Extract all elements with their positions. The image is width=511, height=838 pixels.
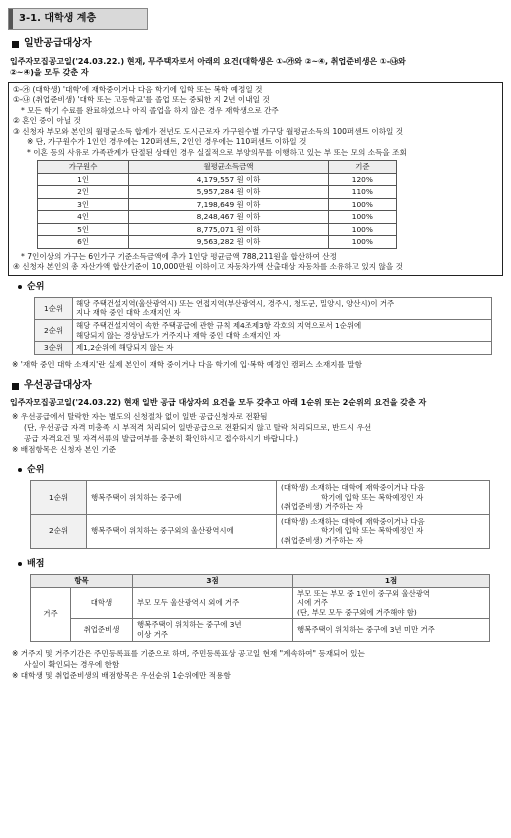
req-income-note2: * 이혼 등의 사유로 가족관계가 단절된 상태인 경우 실질적으로 부양의무를 이행하고 있는 부 또는 모의 소득을 조회: [27, 147, 407, 157]
priority-rank-heading: 순위: [8, 465, 503, 476]
square-bullet-icon: [12, 383, 19, 390]
priority-intro: 입주자모집공고일('24.03.22) 현재 일반 공급 대상자의 요건을 모두 갖추고 아래 1순위 또는 2순위의 요건을 갖춘 자: [10, 398, 427, 408]
req-jobseeker-note: * 모든 학기 수료를 완료하였으나 아직 졸업을 하지 않은 경우 재학생으로 간주: [21, 105, 279, 115]
rank-note: ※ '재학 중인 대학 소재지'란 실제 본인이 재학 중이거나 다음 학기에 입·복학 예정인 캠퍼스 소재지를 말함: [12, 359, 362, 369]
scoring-note-3: ※ 대학생 및 취업준비생의 배점항목은 우선순위 1순위에만 적용함: [12, 670, 231, 680]
income-cell: 8,248,467 원 이하: [129, 211, 329, 224]
priority-rank-label: 1순위: [31, 480, 87, 514]
rank-label: 3순위: [35, 342, 73, 355]
score-header-item: 항목: [31, 574, 133, 587]
income-row: [38, 223, 397, 236]
priority-rank-row: [31, 480, 490, 514]
score-category: 거주: [31, 587, 71, 641]
score-three: 행복주택이 위치하는 중구에 3년 이상 거주: [133, 619, 293, 641]
requirements-box: [8, 82, 503, 276]
income-cell: 120%: [328, 173, 396, 186]
income-cell: 9,563,282 원 이하: [129, 236, 329, 249]
rank-label: 2순위: [35, 320, 73, 342]
income-cell: 110%: [328, 186, 396, 199]
income-cell: 100%: [328, 198, 396, 211]
priority-rank-label: 2순위: [31, 514, 87, 548]
dot-bullet-icon: [18, 562, 22, 566]
rank-row: [35, 297, 492, 319]
req-jobseeker: ①-㉯ (취업준비생) '대학 또는 고등학교'를 졸업 또는 중퇴한 지 2년 이내일 것: [13, 95, 270, 105]
scoring-note-2: 사실이 확인되는 경우에 한함: [24, 659, 120, 669]
scoring-heading: 배점: [8, 559, 503, 570]
score-row-student: [31, 587, 490, 619]
priority-rank-location: 행복주택이 위치하는 중구외의 울산광역시에: [87, 514, 277, 548]
rank-table: [34, 297, 492, 355]
square-bullet-icon: [12, 41, 19, 48]
income-cell: 3인: [38, 198, 129, 211]
income-cell: 100%: [328, 223, 396, 236]
rank-desc: 해당 주택건설지역(울산광역시) 또는 연접지역(부산광역시, 경주시, 청도군, 밀양시, 양산시)이 거주 지나 재학 중인 대학 소재지인 자: [73, 297, 492, 319]
income-row: [38, 211, 397, 224]
income-cell: 8,775,071 원 이하: [129, 223, 329, 236]
dot-bullet-icon: [18, 285, 22, 289]
priority-note-3: 공급 자격요건 및 자격서류의 발급여부를 충분히 확인하시고 접수하시기 바랍니다.): [24, 433, 299, 443]
income-cell: 100%: [328, 236, 396, 249]
scoring-table: [30, 574, 490, 642]
req-income-note1: ※ 단, 가구원수가 1인인 경우에는 120퍼센트, 2인인 경우에는 110퍼센트 이하일 것: [27, 137, 307, 147]
general-intro: 입주자모집공고일('24.03.22.) 현재, 무주택자로서 아래의 요건(대학생은 ①-㉮와 ②~④, 취업준비생은 ①-㉯와 ②~④)을 모두 갖춘 자: [10, 56, 406, 77]
title-marker: [9, 9, 13, 29]
dot-bullet-icon: [18, 468, 22, 472]
priority-rank-conditions: (대학생) 소재하는 대학에 재학중이거나 다음 학기에 입학 또는 복학예정인 자 (취업준비생) 거주하는 자: [277, 480, 490, 514]
score-type: 취업준비생: [71, 619, 133, 641]
income-row: [38, 186, 397, 199]
rank-row: [35, 342, 492, 355]
req-student: ①-㉮ (대학생) '대학'에 재학중이거나 다음 학기에 입학 또는 복학 예정일 것: [13, 84, 263, 94]
income-row: [38, 236, 397, 249]
income-cell: 6인: [38, 236, 129, 249]
income-cell: 7,198,649 원 이하: [129, 198, 329, 211]
priority-note-4: ※ 배점항목은 신청자 본인 기준: [12, 444, 117, 454]
income-cell: 4,179,557 원 이하: [129, 173, 329, 186]
general-heading: 일반공급대상자: [8, 38, 503, 51]
rank-label: 1순위: [35, 297, 73, 319]
score-one: 부모 또는 부모 중 1인이 중구외 울산광역 시에 거주 (단, 부모 모두 중구외에 거주해야 함): [293, 587, 490, 619]
req-income: ③ 신청자 부모와 본인의 월평균소득 합계가 전년도 도시근로자 가구원수별 가구당 월평균소득의 100퍼센트 이하일 것: [13, 126, 404, 136]
priority-note-2: (단, 우선공급 자격 미충족 시 부적격 처리되어 일반공급으로 전환되지 않고 탈락 처리되므로, 반드시 우선: [24, 422, 372, 432]
priority-heading: 우선공급대상자: [8, 380, 503, 393]
score-three: 부모 모두 울산광역시 외에 거주: [133, 587, 293, 619]
income-cell: 2인: [38, 186, 129, 199]
req-assets: ④ 신청자 본인의 총 자산가액 합산기준이 10,000만원 이하이고 자동차가액 산출대상 자동차를 소유하고 있지 않을 것: [13, 262, 403, 272]
req-unmarried: ② 혼인 중이 아닐 것: [13, 116, 81, 126]
score-header-1: 1점: [293, 574, 490, 587]
income-cell: 4인: [38, 211, 129, 224]
income-note: * 7인이상의 가구는 6인가구 기준소득금액에 추가 1인당 평균금액 788,211원을 합산하여 산정: [21, 251, 337, 261]
income-cell: 100%: [328, 211, 396, 224]
score-one: 행복주택이 위치하는 중구에 3년 미만 거주: [293, 619, 490, 641]
income-cell: 1인: [38, 173, 129, 186]
income-cell: 5인: [38, 223, 129, 236]
priority-rank-conditions: (대학생) 소재하는 대학에 재학중이거나 다음 학기에 입학 또는 복학예정인 자 (취업준비생) 거주하는 자: [277, 514, 490, 548]
rank-heading: 순위: [8, 282, 503, 293]
income-row: [38, 198, 397, 211]
score-header-3: 3점: [133, 574, 293, 587]
priority-rank-table: [30, 480, 490, 549]
income-header-cell: 월평균소득금액: [129, 161, 329, 174]
rank-desc: 제1,2순위에 해당되지 않는 자: [73, 342, 492, 355]
rank-desc: 해당 주택건설지역이 속한 주택공급에 관한 규칙 제4조제3항 각호의 지역으로서 1순위에 해당되지 않는 경상남도가 거주지나 재학 중인 대학 소재지인 자: [73, 320, 492, 342]
priority-rank-location: 행복주택이 위치하는 중구에: [87, 480, 277, 514]
section-title: 3-1. 대학생 계층: [19, 12, 97, 24]
income-table: [37, 160, 397, 249]
income-row: [38, 173, 397, 186]
score-type: 대학생: [71, 587, 133, 619]
rank-row: [35, 320, 492, 342]
priority-note-1: ※ 우선공급에서 탈락한 자는 별도의 신청절차 없이 일반 공급신청자로 전환됨: [12, 411, 268, 421]
scoring-note-1: ※ 거주지 및 거주기간은 주민등록표를 기준으로 하며, 주민등록표상 공고일 현재 "계속하여" 등재되어 있는: [12, 648, 365, 658]
section-title-bar: [8, 8, 148, 30]
income-header-cell: 가구원수: [38, 161, 129, 174]
income-cell: 5,957,284 원 이하: [129, 186, 329, 199]
income-header-cell: 기준: [328, 161, 396, 174]
score-row-jobseeker: [31, 619, 490, 641]
priority-rank-row: [31, 514, 490, 548]
